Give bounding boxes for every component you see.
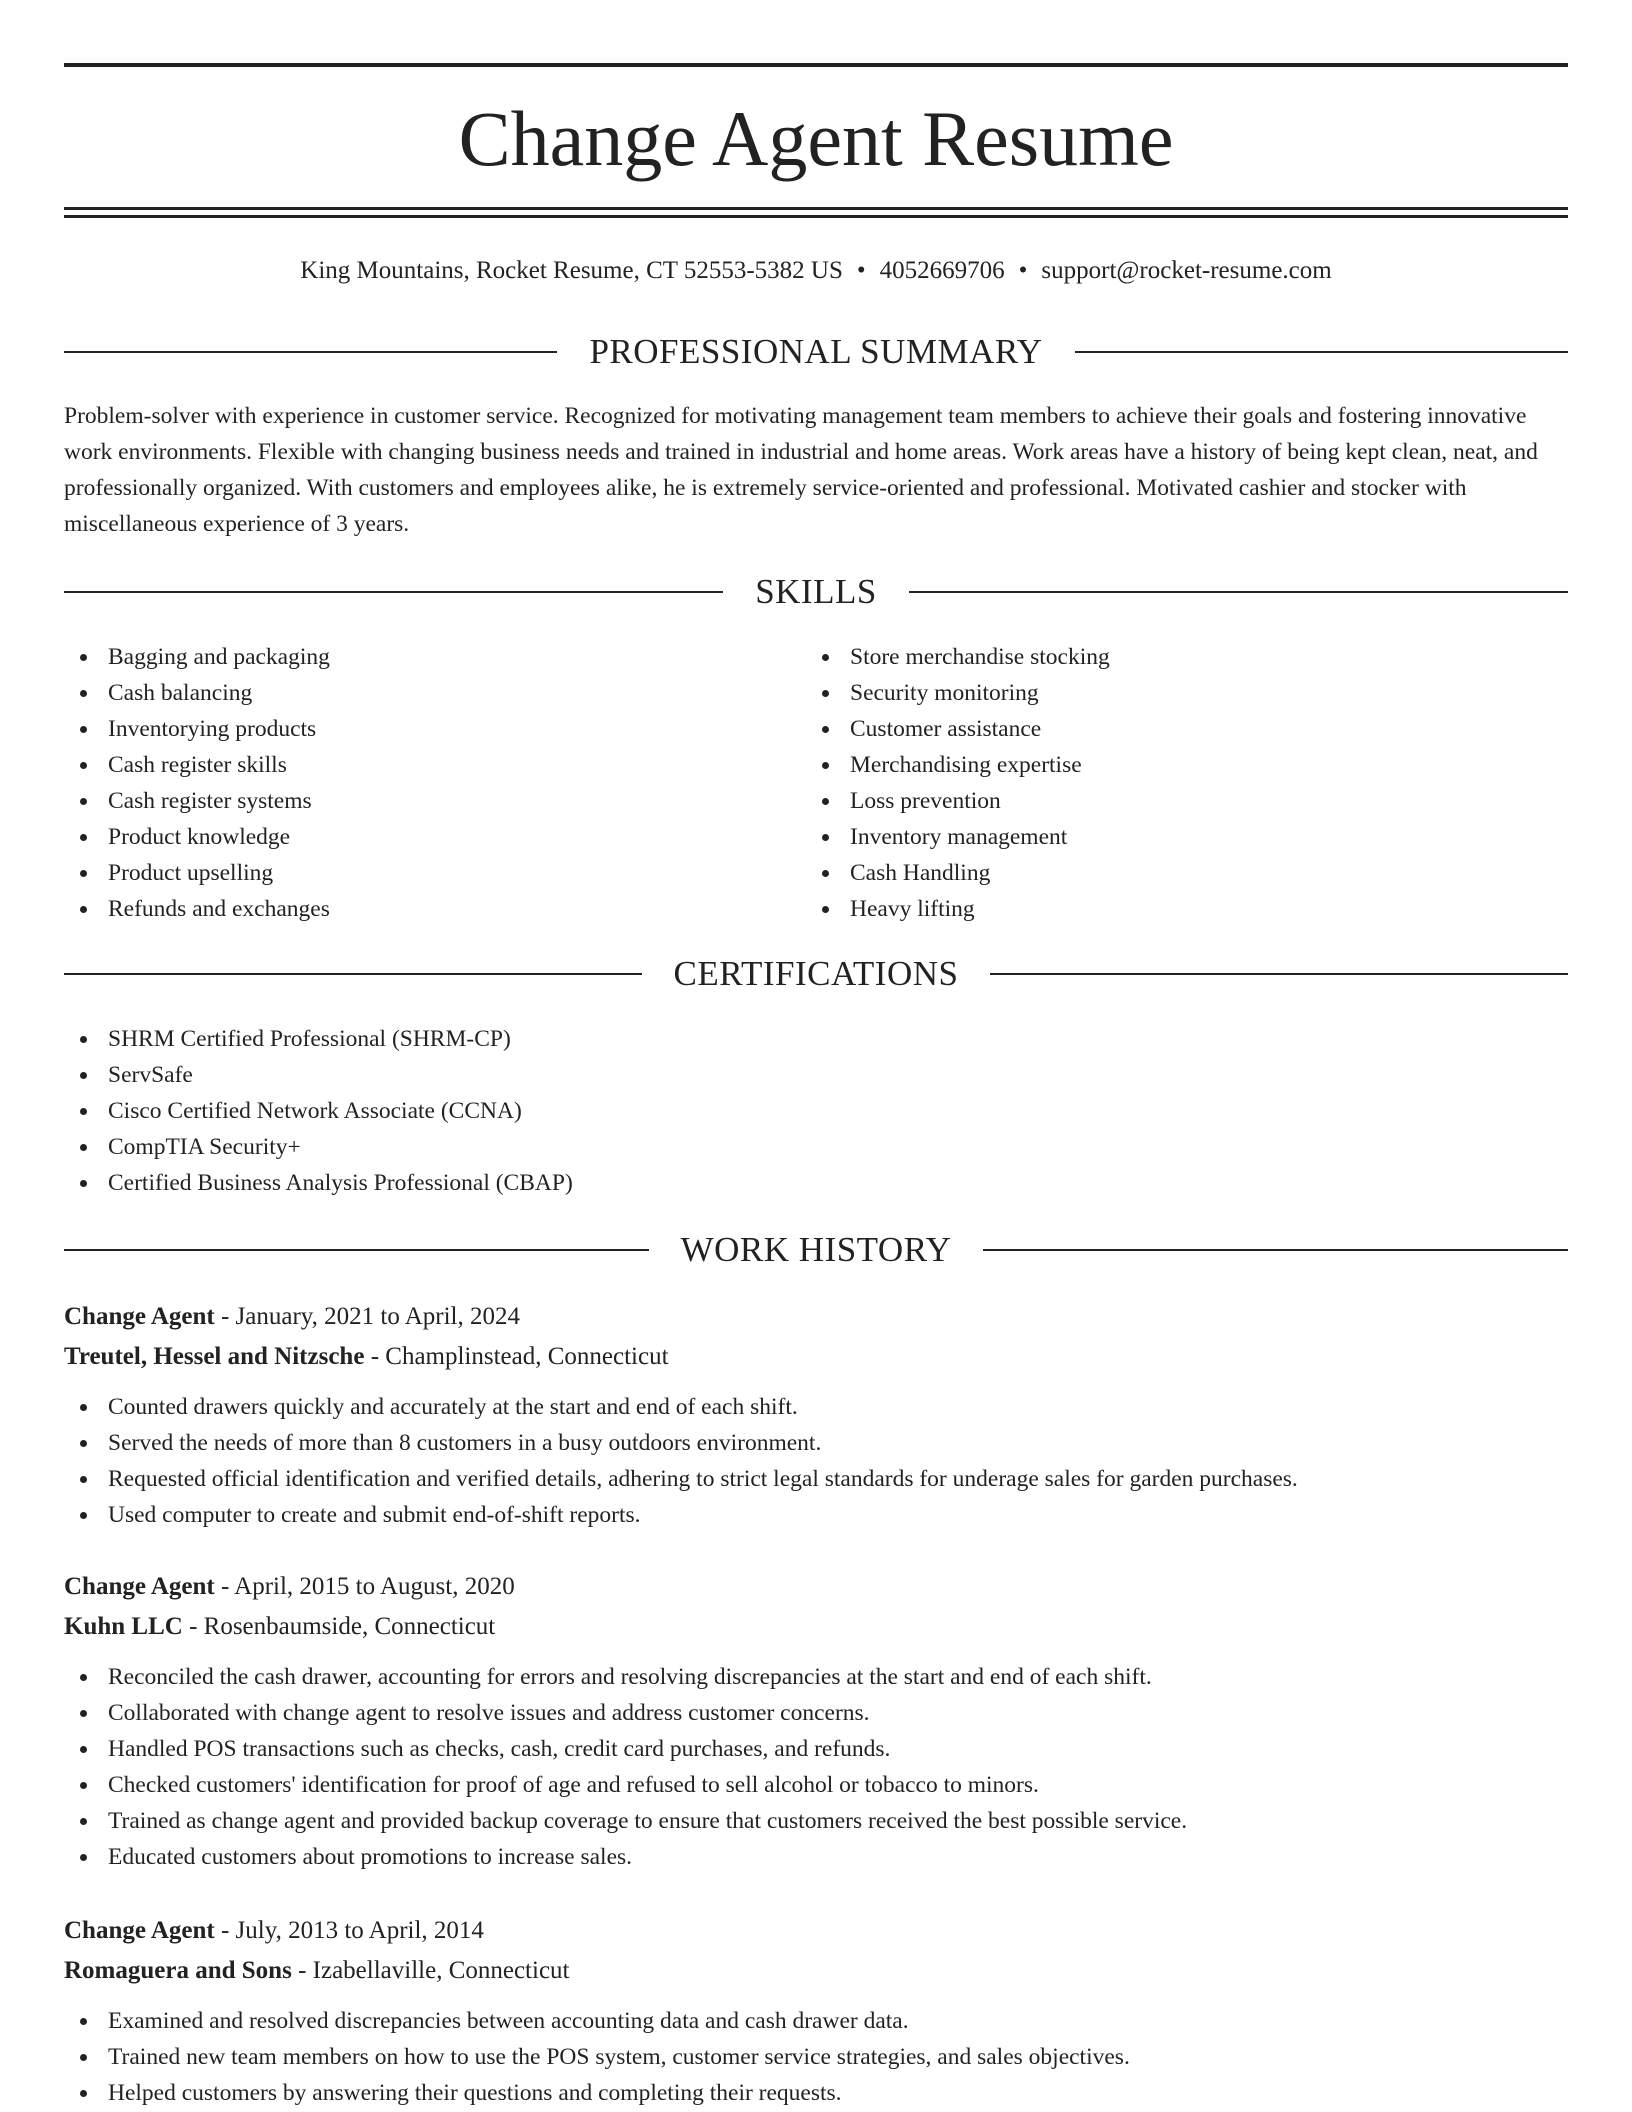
job-dates: - July, 2013 to April, 2014 [220, 1917, 484, 1944]
skills-list-left [64, 639, 804, 927]
job-entry [64, 1297, 1568, 1533]
job-duties [64, 1659, 1568, 1875]
certification-item: Cisco Certified Network Associate (CCNA) [64, 1093, 1568, 1129]
job-location: - Rosenbaumside, Connecticut [189, 1613, 496, 1640]
skill-item: Cash Handling [806, 855, 1546, 891]
job-title-line [64, 1297, 1568, 1337]
skill-item: Inventory management [806, 819, 1546, 855]
section-heading-work-history [64, 1228, 1568, 1272]
job-dates: - April, 2015 to August, 2020 [220, 1573, 515, 1600]
title-rule-lower [64, 215, 1568, 218]
job-company-line [64, 1607, 1568, 1647]
job-title: Change Agent [64, 1303, 215, 1330]
job-duty: Requested official identification and verified details, adhering to strict legal standards for underage sales for garden purchases. [64, 1461, 1568, 1497]
section-title: WORK HISTORY [680, 1230, 952, 1269]
skill-item: Cash register skills [64, 747, 804, 783]
skill-item: Security monitoring [806, 675, 1546, 711]
skill-item: Loss prevention [806, 783, 1546, 819]
job-dates: - January, 2021 to April, 2024 [220, 1303, 521, 1330]
job-entry [64, 1911, 1568, 2111]
skill-item: Cash balancing [64, 675, 804, 711]
heading-rule-left [64, 973, 642, 975]
contact-line [64, 254, 1568, 288]
job-duties [64, 1389, 1568, 1533]
skill-item: Merchandising expertise [806, 747, 1546, 783]
certification-item: SHRM Certified Professional (SHRM-CP) [64, 1021, 1568, 1057]
resume-title: Change Agent Resume [458, 95, 1174, 182]
contact-separator: • [1018, 257, 1028, 284]
job-company-line [64, 1951, 1568, 1991]
job-location: - Champlinstead, Connecticut [370, 1343, 669, 1370]
job-title: Change Agent [64, 1573, 215, 1600]
heading-rule-left [64, 351, 557, 353]
certification-item: CompTIA Security+ [64, 1129, 1568, 1165]
heading-rule-right [1075, 351, 1568, 353]
job-title-line [64, 1911, 1568, 1951]
section-heading-certifications [64, 952, 1568, 996]
section-title: SKILLS [755, 572, 877, 611]
skill-item: Refunds and exchanges [64, 891, 804, 927]
heading-rule-right [909, 591, 1568, 593]
job-duty: Counted drawers quickly and accurately at the start and end of each shift. [64, 1389, 1568, 1425]
heading-rule-left [64, 1249, 649, 1251]
job-company: Kuhn LLC [64, 1613, 183, 1640]
skill-item: Heavy lifting [806, 891, 1546, 927]
job-title-line [64, 1567, 1568, 1607]
job-duty: Collaborated with change agent to resolve issues and address customer concerns. [64, 1695, 1568, 1731]
title-rule-upper [64, 207, 1568, 210]
heading-rule-right [983, 1249, 1568, 1251]
job-duty: Reconciled the cash drawer, accounting for errors and resolving discrepancies at the start and end of each shift. [64, 1659, 1568, 1695]
contact-separator: • [856, 257, 866, 284]
skill-item: Product knowledge [64, 819, 804, 855]
skill-item: Customer assistance [806, 711, 1546, 747]
job-company: Romaguera and Sons [64, 1957, 292, 1984]
job-duty: Trained new team members on how to use the POS system, customer service strategies, and sales objectives. [64, 2039, 1568, 2075]
job-duty: Examined and resolved discrepancies between accounting data and cash drawer data. [64, 2003, 1568, 2039]
section-heading-summary [64, 330, 1568, 374]
summary-text: Problem-solver with experience in customer service. Recognized for motivating management team members to achieve their goals and fostering innovative work environments. Flexible with changing business needs and trained in industrial and home areas. Work areas have a history of being kept clean, neat, and professionally organized. With customers and employees alike, he is extremely service-oriented and professional. Motivated cashier and stocker with miscellaneous experience of 3 years. [64, 403, 1538, 537]
job-entry [64, 1567, 1568, 1875]
certifications-list [64, 1021, 1568, 1201]
skill-item: Product upselling [64, 855, 804, 891]
heading-rule-left [64, 591, 723, 593]
skills-list-right [806, 639, 1546, 927]
job-location: - Izabellaville, Connecticut [298, 1957, 570, 1984]
job-duty: Checked customers' identification for proof of age and refused to sell alcohol or tobacco to minors. [64, 1767, 1568, 1803]
contact-email: support@rocket-resume.com [1041, 257, 1332, 284]
job-title: Change Agent [64, 1917, 215, 1944]
job-duty: Handled POS transactions such as checks, cash, credit card purchases, and refunds. [64, 1731, 1568, 1767]
job-duty: Used computer to create and submit end-of-shift reports. [64, 1497, 1568, 1533]
section-title: PROFESSIONAL SUMMARY [589, 332, 1043, 371]
section-heading-skills [64, 570, 1568, 614]
skill-item: Bagging and packaging [64, 639, 804, 675]
skill-item: Cash register systems [64, 783, 804, 819]
job-duties [64, 2003, 1568, 2111]
heading-rule-right [990, 973, 1568, 975]
top-rule [64, 63, 1568, 67]
skill-item: Store merchandise stocking [806, 639, 1546, 675]
job-company: Treutel, Hessel and Nitzsche [64, 1343, 365, 1370]
contact-address: King Mountains, Rocket Resume, CT 52553-5382 US [300, 257, 843, 284]
job-duty: Served the needs of more than 8 customers in a busy outdoors environment. [64, 1425, 1568, 1461]
certification-item: ServSafe [64, 1057, 1568, 1093]
contact-phone: 4052669706 [879, 257, 1005, 284]
certification-item: Certified Business Analysis Professional (CBAP) [64, 1165, 1568, 1201]
section-title: CERTIFICATIONS [673, 954, 959, 993]
job-duty: Helped customers by answering their questions and completing their requests. [64, 2075, 1568, 2111]
job-company-line [64, 1337, 1568, 1377]
job-duty: Trained as change agent and provided backup coverage to ensure that customers received the best possible service. [64, 1803, 1568, 1839]
skill-item: Inventorying products [64, 711, 804, 747]
job-duty: Educated customers about promotions to increase sales. [64, 1839, 1568, 1875]
